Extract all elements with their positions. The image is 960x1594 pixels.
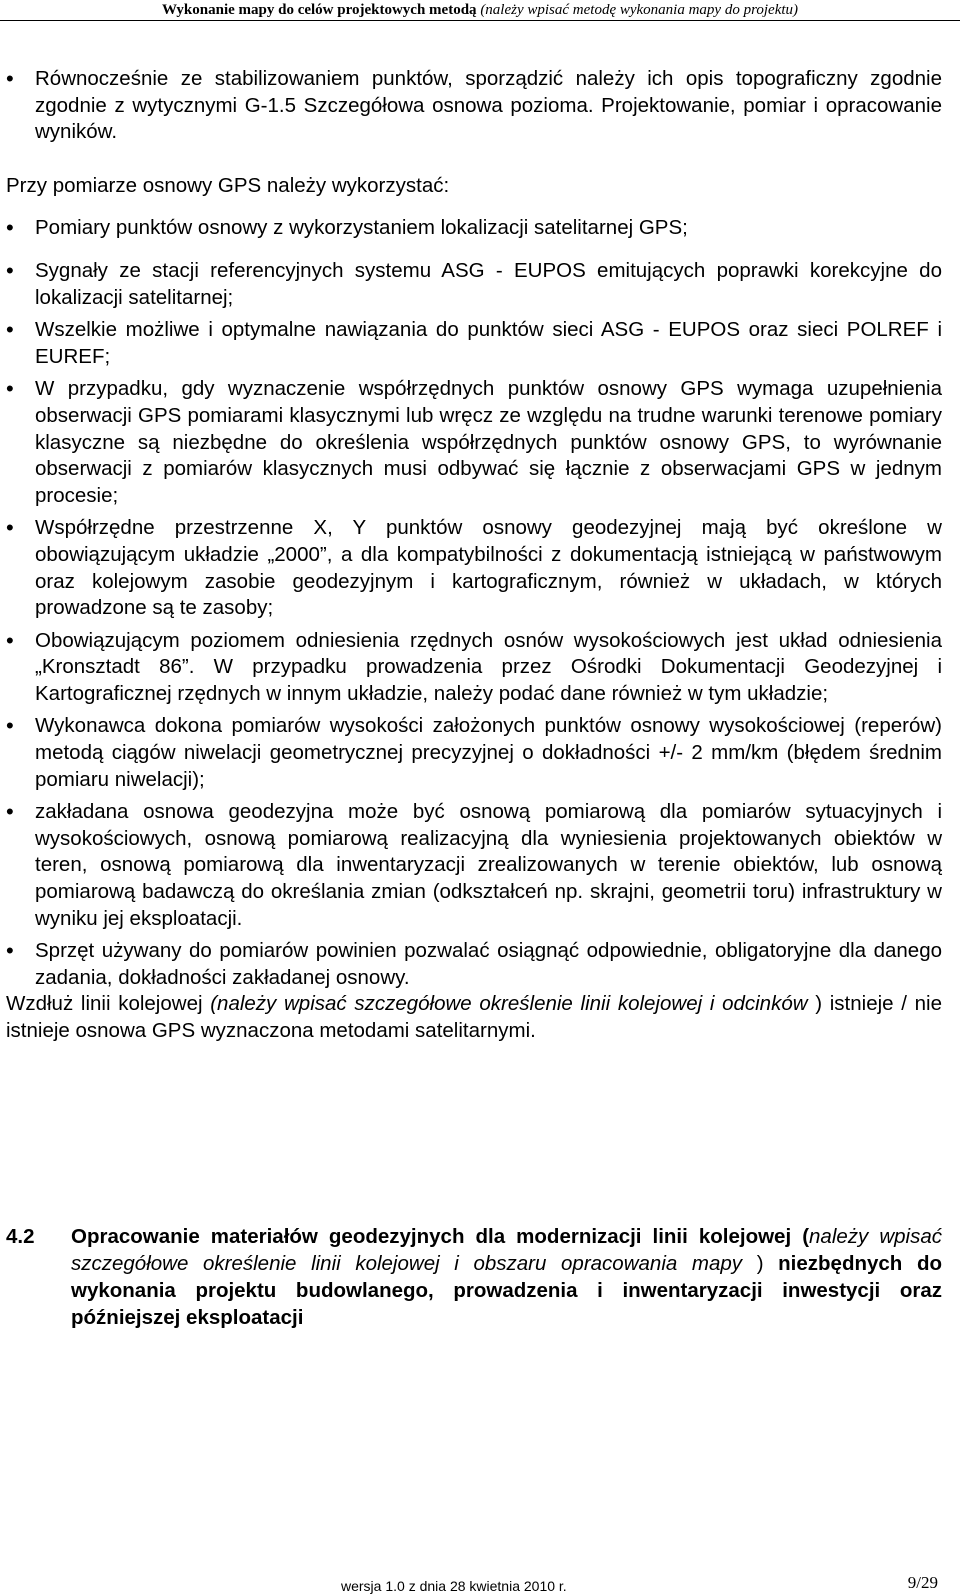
section-title	[71, 1223, 942, 1331]
header-title	[0, 1, 960, 19]
bullet-item: • W przypadku, gdy wyznaczenie współrzędnych punktów osnowy GPS wymaga uzupełnienia obserwacji GPS pomiarami klasycznymi lub wręcz ze względu na trudne warunki terenowe pomiary klasyczne są niezbędne do określenia współrzędnych punktów osnowy GPS, to wyrównanie obserwacji z pomiarów klasycznych musi odbywać się łącznie z obserwacjami GPS w jednym procesie;	[6, 376, 942, 509]
bullet-item: • Równocześnie ze stabilizowaniem punktów, sporządzić należy ich opis topograficzny zgodnie zgodnie z wytycznymi G-1.5 Szczegółowa osnowa pozioma. Projektowanie, pomiar i opracowanie wyników.	[6, 66, 942, 146]
footer-version: wersja 1.0 z dnia 28 kwietnia 2010 r.	[341, 1578, 567, 1594]
section-note-close: )	[756, 1252, 764, 1275]
bullet-item: • Wykonawca dokona pomiarów wysokości założonych punktów osnowy wysokościowej (reperów) metodą ciągów niwelacji geometrycznej precyzyjnej o dokładności +/- 2 mm/km (błędem średnim pomiaru niwelacji);	[6, 713, 942, 793]
bullet-item: • Obowiązującym poziomem odniesienia rzędnych osnów wysokościowych jest układ odniesienia „Kronsztadt 86”. W przypadku prowadzenia przez Ośrodki Dokumentacji Geodezyjnej i Kartograficznej rzędnych w innym układzie, należy podać dane również w tym układzie;	[6, 628, 942, 708]
bullet-item: • zakładana osnowa geodezyjna może być osnową pomiarową dla pomiarów sytuacyjnych i wysokościowych, osnową pomiarową realizacyjną dla wyniesienia projektowanych obiektów w teren, osnową pomiarową dla inwentaryzacji zrealizowanych w terenie obiektów, lub osnową pomiarową badawczą do określania zmian (odkształceń np. skrajni, geometrii toru) infrastruktury w wyniku jej eksploatacji.	[6, 799, 942, 932]
section-number: 4.2	[6, 1225, 35, 1248]
bullet-item: • Sygnały ze stacji referencyjnych systemu ASG - EUPOS emitujących poprawki korekcyjne do lokalizacji satelitarnej;	[6, 258, 942, 311]
header-rule	[0, 20, 960, 21]
section-title-bold: Opracowanie materiałów geodezyjnych dla modernizacji linii kolejowej	[71, 1225, 792, 1248]
closing-end: ) istnieje / nie istnieje osnowa GPS wyznaczona metodami satelitarnymi.	[6, 992, 942, 1042]
bullet-item: • Współrzędne przestrzenne X, Y punktów osnowy geodezyjnej mają być określone w obowiązującym układzie „2000”, a dla kompatybilności z dokumentacją istniejącą w państwowym oraz kolejowym zasobie geodezyjnym i kartograficznym, również w układach, w których prowadzone są te zasoby;	[6, 515, 942, 621]
bullet-item: • Wszelkie możliwe i optymalne nawiązania do punktów sieci ASG - EUPOS oraz sieci POLREF i EUREF;	[6, 317, 942, 370]
closing-italic: (należy wpisać szczegółowe określenie linii kolejowej i odcinków	[210, 992, 808, 1016]
section-note-italic: należy wpisać szczegółowe określenie linii kolejowej i obszaru opracowania mapy	[71, 1225, 942, 1275]
bullet-item: • Sprzęt używany do pomiarów powinien pozwalać osiągnąć odpowiednie, obligatoryjne dla danego zadania, dokładności zakładanej osnowy.	[6, 938, 942, 991]
section-title-rest: niezbędnych do wykonania projektu budowlanego, prowadzenia i inwentaryzacji inwestycji oraz późniejszej eksploatacji	[71, 1252, 942, 1329]
page-number: 9/29	[907, 1573, 938, 1592]
header-title-italic: (należy wpisać metodę wykonania mapy do projektu)	[480, 2, 799, 18]
page-header	[0, 0, 960, 24]
closing-paragraph	[6, 991, 942, 1044]
intro-paragraph: Przy pomiarze osnowy GPS należy wykorzystać:	[6, 173, 450, 197]
header-title-bold: Wykonanie mapy do celów projektowych metodą	[161, 2, 477, 18]
closing-start: Wzdłuż linii kolejowej	[6, 992, 203, 1016]
bullet-item: • Pomiary punktów osnowy z wykorzystaniem lokalizacji satelitarnej GPS;	[6, 215, 942, 242]
section-note-open: (	[802, 1225, 810, 1248]
section-heading	[6, 1223, 942, 1331]
document-body	[6, 66, 942, 1045]
